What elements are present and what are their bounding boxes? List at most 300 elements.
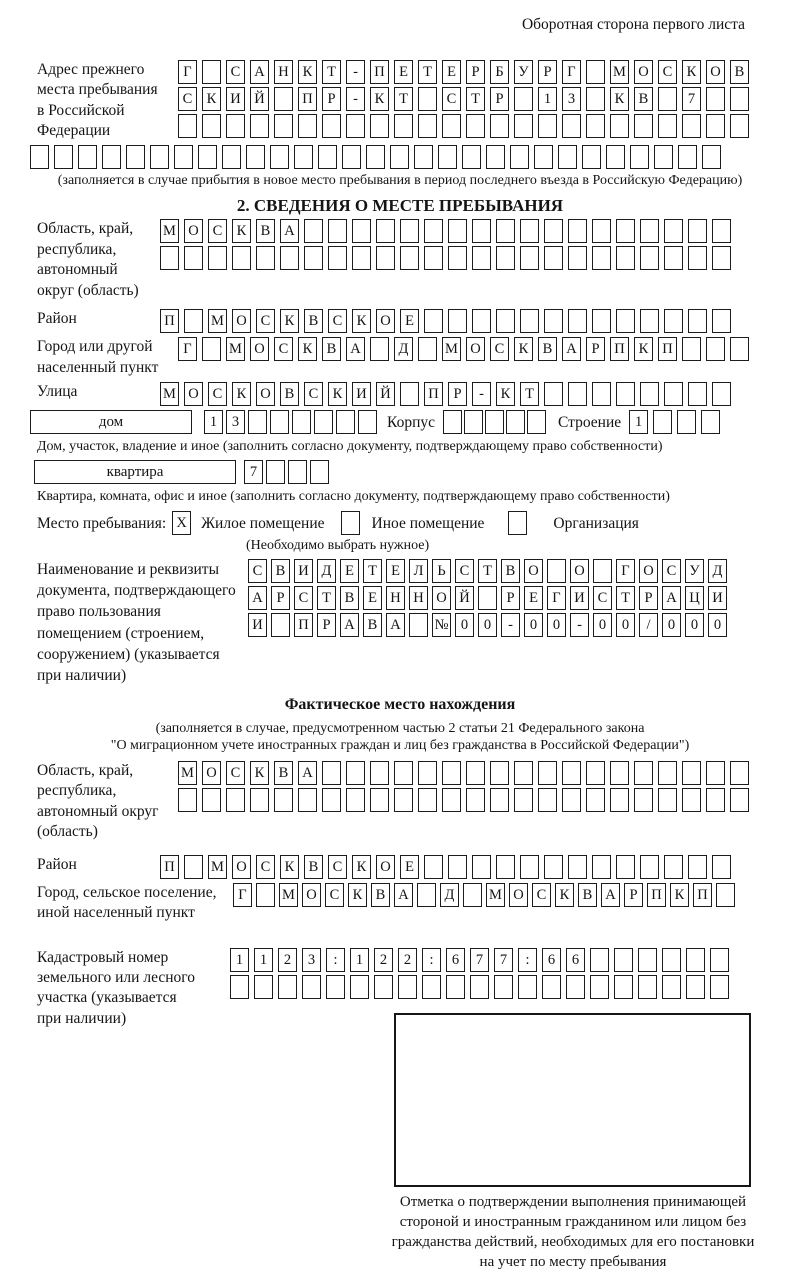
char-box[interactable]: У [514,60,533,84]
raion-row[interactable] [160,309,731,333]
char-box[interactable]: Г [616,559,635,583]
char-box[interactable]: Р [586,337,605,361]
char-box[interactable]: П [424,382,443,406]
fact-oblast-row-1[interactable] [178,761,749,785]
char-box[interactable] [490,114,509,138]
char-box[interactable]: К [682,60,701,84]
char-box[interactable]: Е [363,586,382,610]
residential-checkbox[interactable]: X [172,511,191,535]
char-box[interactable] [640,309,659,333]
char-box[interactable] [314,410,333,434]
char-box[interactable] [160,246,179,270]
char-box[interactable] [350,975,369,999]
char-box[interactable] [688,246,707,270]
char-box[interactable] [398,975,417,999]
char-box[interactable] [520,855,539,879]
char-box[interactable]: О [184,382,203,406]
char-box[interactable] [544,246,563,270]
char-box[interactable] [592,246,611,270]
char-box[interactable] [370,761,389,785]
char-box[interactable]: М [442,337,461,361]
char-box[interactable]: О [256,382,275,406]
char-box[interactable] [514,761,533,785]
char-box[interactable]: К [514,337,533,361]
char-box[interactable] [328,219,347,243]
char-box[interactable] [326,975,345,999]
char-box[interactable] [514,87,533,111]
char-box[interactable]: С [490,337,509,361]
char-box[interactable]: К [202,87,221,111]
char-box[interactable]: 6 [566,948,585,972]
char-box[interactable] [640,219,659,243]
char-box[interactable]: А [298,761,317,785]
char-box[interactable] [400,219,419,243]
other-premises-checkbox[interactable] [341,511,360,535]
char-box[interactable] [280,246,299,270]
char-box[interactable]: С [455,559,474,583]
char-box[interactable] [346,114,365,138]
char-box[interactable]: П [294,613,313,637]
char-box[interactable] [590,975,609,999]
document-row-3[interactable] [248,613,727,637]
char-box[interactable] [544,219,563,243]
char-box[interactable]: Н [409,586,428,610]
char-box[interactable] [586,761,605,785]
char-box[interactable]: Е [524,586,543,610]
char-box[interactable]: Ь [432,559,451,583]
char-box[interactable] [443,410,462,434]
char-box[interactable]: 0 [708,613,727,637]
char-box[interactable]: К [250,761,269,785]
char-box[interactable]: О [302,883,321,907]
char-box[interactable] [678,145,697,169]
char-box[interactable] [664,246,683,270]
ulitsa-row[interactable] [160,382,731,406]
char-box[interactable]: Т [466,87,485,111]
char-box[interactable]: 3 [562,87,581,111]
char-box[interactable]: Й [455,586,474,610]
char-box[interactable]: Т [394,87,413,111]
char-box[interactable] [682,761,701,785]
fact-gorod-row[interactable] [233,883,735,907]
char-box[interactable]: С [328,309,347,333]
kadastr-row-2[interactable] [230,975,729,999]
char-box[interactable] [424,219,443,243]
char-box[interactable]: О [184,219,203,243]
kadastr-row-1[interactable] [230,948,729,972]
char-box[interactable] [677,410,696,434]
char-box[interactable]: В [340,586,359,610]
char-box[interactable]: К [280,855,299,879]
char-box[interactable] [538,761,557,785]
char-box[interactable]: Р [322,87,341,111]
char-box[interactable]: 1 [538,87,557,111]
char-box[interactable] [394,788,413,812]
char-box[interactable]: С [294,586,313,610]
char-box[interactable]: Г [562,60,581,84]
char-box[interactable] [174,145,193,169]
char-box[interactable] [400,246,419,270]
char-box[interactable] [409,613,428,637]
char-box[interactable] [658,761,677,785]
char-box[interactable]: Г [178,60,197,84]
char-box[interactable] [586,87,605,111]
char-box[interactable]: 0 [547,613,566,637]
char-box[interactable] [682,337,701,361]
char-box[interactable] [422,975,441,999]
char-box[interactable] [514,114,533,138]
char-box[interactable] [706,788,725,812]
char-box[interactable] [370,337,389,361]
char-box[interactable]: П [160,855,179,879]
char-box[interactable] [184,246,203,270]
char-box[interactable]: 2 [374,948,393,972]
char-box[interactable] [466,114,485,138]
char-box[interactable]: И [352,382,371,406]
char-box[interactable]: Е [400,855,419,879]
char-box[interactable]: : [422,948,441,972]
char-box[interactable]: В [371,883,390,907]
char-box[interactable]: Р [490,87,509,111]
char-box[interactable]: - [472,382,491,406]
char-box[interactable] [593,559,612,583]
char-box[interactable]: Е [394,60,413,84]
char-box[interactable] [254,975,273,999]
char-box[interactable] [485,410,504,434]
char-box[interactable]: А [662,586,681,610]
char-box[interactable] [614,948,633,972]
char-box[interactable] [292,410,311,434]
char-box[interactable]: О [232,855,251,879]
char-box[interactable] [466,788,485,812]
char-box[interactable]: Р [317,613,336,637]
char-box[interactable]: 2 [278,948,297,972]
char-box[interactable] [496,246,515,270]
char-box[interactable] [730,114,749,138]
char-box[interactable]: Г [178,337,197,361]
char-box[interactable] [202,114,221,138]
char-box[interactable] [562,761,581,785]
char-box[interactable] [520,246,539,270]
char-box[interactable]: А [601,883,620,907]
char-box[interactable] [712,246,731,270]
char-box[interactable]: Е [386,559,405,583]
char-box[interactable] [322,788,341,812]
fact-oblast-row-2[interactable] [178,788,749,812]
char-box[interactable] [496,219,515,243]
char-box[interactable]: С [178,87,197,111]
char-box[interactable] [54,145,73,169]
char-box[interactable] [271,613,290,637]
char-box[interactable]: С [208,219,227,243]
char-box[interactable] [472,219,491,243]
char-box[interactable] [376,246,395,270]
char-box[interactable]: С [256,855,275,879]
char-box[interactable] [592,382,611,406]
char-box[interactable] [184,309,203,333]
char-box[interactable] [568,309,587,333]
char-box[interactable] [701,410,720,434]
char-box[interactable] [478,586,497,610]
char-box[interactable]: - [501,613,520,637]
char-box[interactable] [202,788,221,812]
char-box[interactable] [336,410,355,434]
char-box[interactable]: : [326,948,345,972]
char-box[interactable]: О [250,337,269,361]
char-box[interactable] [390,145,409,169]
char-box[interactable] [582,145,601,169]
char-box[interactable] [616,855,635,879]
fact-raion-row[interactable] [160,855,731,879]
char-box[interactable]: Т [418,60,437,84]
char-box[interactable]: В [271,559,290,583]
char-box[interactable] [417,883,436,907]
char-box[interactable] [102,145,121,169]
char-box[interactable] [178,788,197,812]
char-box[interactable] [274,788,293,812]
char-box[interactable] [664,309,683,333]
char-box[interactable] [586,60,605,84]
char-box[interactable] [424,309,443,333]
char-box[interactable] [494,975,513,999]
char-box[interactable] [688,382,707,406]
char-box[interactable] [616,382,635,406]
char-box[interactable] [592,309,611,333]
char-box[interactable] [442,761,461,785]
char-box[interactable] [490,761,509,785]
char-box[interactable] [418,114,437,138]
char-box[interactable] [472,855,491,879]
char-box[interactable]: П [610,337,629,361]
char-box[interactable] [464,410,483,434]
char-box[interactable] [490,788,509,812]
char-box[interactable]: В [304,855,323,879]
char-box[interactable] [520,219,539,243]
char-box[interactable] [706,337,725,361]
char-box[interactable] [30,145,49,169]
prev-address-row-1[interactable] [178,60,749,84]
char-box[interactable] [394,114,413,138]
kvartira-row[interactable] [244,460,329,484]
char-box[interactable] [562,788,581,812]
char-box[interactable]: Г [233,883,252,907]
char-box[interactable] [586,788,605,812]
prev-address-row-4[interactable] [30,145,800,169]
char-box[interactable]: 0 [455,613,474,637]
char-box[interactable]: К [232,382,251,406]
char-box[interactable]: Р [271,586,290,610]
char-box[interactable]: К [298,60,317,84]
char-box[interactable] [472,246,491,270]
char-box[interactable] [358,410,377,434]
char-box[interactable]: Р [448,382,467,406]
char-box[interactable] [278,975,297,999]
char-box[interactable] [226,788,245,812]
char-box[interactable]: М [208,855,227,879]
char-box[interactable] [616,309,635,333]
char-box[interactable]: 0 [593,613,612,637]
organization-checkbox[interactable] [508,511,527,535]
char-box[interactable] [346,761,365,785]
char-box[interactable] [710,975,729,999]
char-box[interactable] [150,145,169,169]
char-box[interactable] [418,761,437,785]
char-box[interactable] [270,410,289,434]
char-box[interactable]: О [432,586,451,610]
char-box[interactable] [544,309,563,333]
char-box[interactable]: - [570,613,589,637]
dom-row[interactable] [204,410,377,434]
char-box[interactable] [712,855,731,879]
oblast-row-1[interactable] [160,219,731,243]
char-box[interactable] [418,788,437,812]
char-box[interactable]: Т [363,559,382,583]
char-box[interactable]: 3 [226,410,245,434]
char-box[interactable] [538,788,557,812]
char-box[interactable] [606,145,625,169]
char-box[interactable]: К [280,309,299,333]
char-box[interactable]: О [639,559,658,583]
char-box[interactable] [178,114,197,138]
char-box[interactable] [322,114,341,138]
char-box[interactable] [446,975,465,999]
char-box[interactable] [662,948,681,972]
char-box[interactable] [126,145,145,169]
char-box[interactable]: К [348,883,367,907]
char-box[interactable] [544,382,563,406]
char-box[interactable] [638,975,657,999]
char-box[interactable] [78,145,97,169]
char-box[interactable]: 6 [446,948,465,972]
char-box[interactable] [510,145,529,169]
char-box[interactable]: П [370,60,389,84]
char-box[interactable]: Т [520,382,539,406]
char-box[interactable]: М [160,219,179,243]
char-box[interactable] [418,337,437,361]
char-box[interactable]: Е [442,60,461,84]
char-box[interactable] [712,309,731,333]
char-box[interactable] [266,460,285,484]
char-box[interactable]: О [706,60,725,84]
char-box[interactable] [686,975,705,999]
char-box[interactable] [232,246,251,270]
char-box[interactable] [610,761,629,785]
char-box[interactable] [202,60,221,84]
char-box[interactable] [562,114,581,138]
char-box[interactable]: К [352,855,371,879]
char-box[interactable] [230,975,249,999]
char-box[interactable]: К [496,382,515,406]
prev-address-row-3[interactable] [178,114,749,138]
char-box[interactable]: О [524,559,543,583]
char-box[interactable]: К [298,337,317,361]
char-box[interactable] [634,761,653,785]
char-box[interactable]: - [346,60,365,84]
char-box[interactable]: В [501,559,520,583]
char-box[interactable]: Т [317,586,336,610]
char-box[interactable]: А [250,60,269,84]
char-box[interactable] [706,114,725,138]
char-box[interactable] [496,855,515,879]
char-box[interactable] [302,975,321,999]
char-box[interactable]: И [570,586,589,610]
char-box[interactable]: И [248,613,267,637]
char-box[interactable]: С [658,60,677,84]
char-box[interactable]: В [363,613,382,637]
char-box[interactable] [198,145,217,169]
document-row-1[interactable] [248,559,727,583]
char-box[interactable]: : [518,948,537,972]
char-box[interactable] [542,975,561,999]
char-box[interactable] [470,975,489,999]
char-box[interactable]: 7 [682,87,701,111]
char-box[interactable]: С [532,883,551,907]
char-box[interactable]: 0 [685,613,704,637]
char-box[interactable]: И [708,586,727,610]
char-box[interactable]: К [352,309,371,333]
char-box[interactable] [547,559,566,583]
char-box[interactable] [566,975,585,999]
char-box[interactable] [424,246,443,270]
char-box[interactable]: Р [501,586,520,610]
char-box[interactable]: Р [639,586,658,610]
char-box[interactable]: / [639,613,658,637]
char-box[interactable]: К [610,87,629,111]
char-box[interactable]: Р [538,60,557,84]
char-box[interactable]: В [274,761,293,785]
char-box[interactable] [630,145,649,169]
char-box[interactable] [654,145,673,169]
char-box[interactable] [590,948,609,972]
char-box[interactable] [414,145,433,169]
char-box[interactable] [342,145,361,169]
char-box[interactable]: М [160,382,179,406]
char-box[interactable] [568,855,587,879]
char-box[interactable] [466,761,485,785]
char-box[interactable] [662,975,681,999]
char-box[interactable] [568,246,587,270]
char-box[interactable] [634,114,653,138]
char-box[interactable]: № [432,613,451,637]
char-box[interactable]: Б [490,60,509,84]
char-box[interactable] [710,948,729,972]
char-box[interactable] [496,309,515,333]
char-box[interactable]: А [394,883,413,907]
char-box[interactable]: В [538,337,557,361]
char-box[interactable] [208,246,227,270]
char-box[interactable]: 2 [398,948,417,972]
char-box[interactable] [472,309,491,333]
char-box[interactable]: Е [400,309,419,333]
char-box[interactable]: 1 [350,948,369,972]
char-box[interactable] [346,788,365,812]
char-box[interactable]: 3 [302,948,321,972]
char-box[interactable]: О [634,60,653,84]
char-box[interactable] [376,219,395,243]
char-box[interactable]: 0 [478,613,497,637]
prev-address-row-2[interactable] [178,87,749,111]
char-box[interactable]: Д [394,337,413,361]
char-box[interactable] [438,145,457,169]
char-box[interactable] [394,761,413,785]
char-box[interactable] [682,788,701,812]
char-box[interactable]: И [226,87,245,111]
char-box[interactable] [288,460,307,484]
gorod-row[interactable] [178,337,749,361]
char-box[interactable]: А [340,613,359,637]
char-box[interactable]: М [610,60,629,84]
char-box[interactable] [250,114,269,138]
